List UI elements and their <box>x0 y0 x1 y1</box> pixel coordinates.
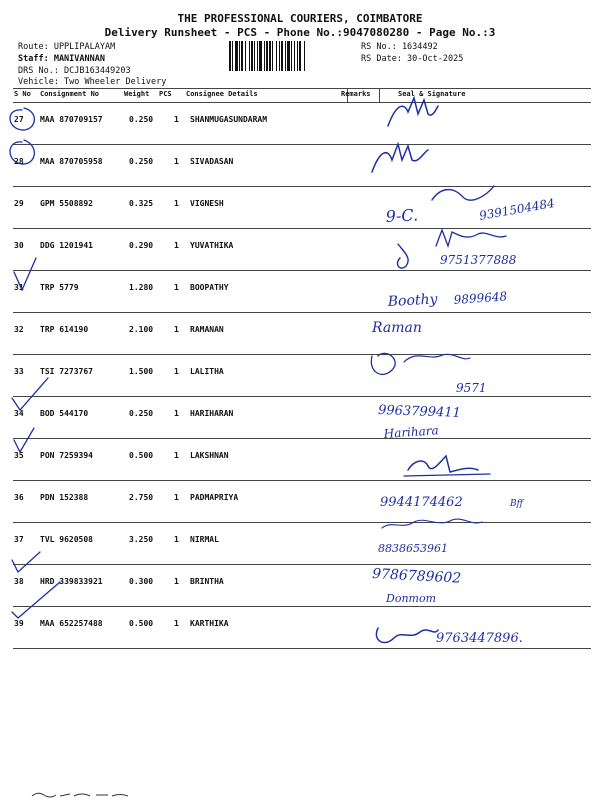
sno-cell: 37 <box>14 535 24 544</box>
sno-cell: 38 <box>14 577 24 586</box>
footer-stamp-mark <box>30 790 140 800</box>
handwritten-phone: 9786789602 <box>371 566 462 587</box>
table-row <box>13 354 591 396</box>
sno-cell: 39 <box>14 619 24 628</box>
consignment-cell: MAA 870705958 <box>40 157 103 166</box>
consignee-cell: SIVADASAN <box>190 157 234 166</box>
handwritten-note: Bff <box>510 499 523 509</box>
weight-cell: 0.250 <box>129 157 154 166</box>
consignment-cell: MAA 870709157 <box>40 115 103 124</box>
handwritten-phone: 9963799411 <box>377 403 462 421</box>
consignee-cell: BOOPATHY <box>190 283 229 292</box>
barcode-bar <box>254 41 255 71</box>
runsheet-subtitle: Delivery Runsheet - PCS - Phone No.:9047080280 - Page No.:3 <box>104 26 496 39</box>
row-divider <box>13 144 591 145</box>
weight-cell: 0.325 <box>129 199 154 208</box>
barcode-bar <box>239 41 240 71</box>
handwritten-phone: 9391504484 <box>478 195 556 223</box>
row-divider <box>13 564 591 565</box>
weight-cell: 1.500 <box>129 367 154 376</box>
handwritten-phone: 9763447896. <box>436 631 523 646</box>
header-signature: Seal & Signature <box>398 90 466 98</box>
row-divider <box>13 270 591 271</box>
header-consignment: Consignment No <box>40 90 100 98</box>
barcode-bar <box>235 41 238 71</box>
consignee-cell: LAKSHNAN <box>190 451 229 460</box>
table-row <box>13 396 591 438</box>
pcs-cell: 1 <box>174 619 179 628</box>
barcode-bar <box>294 41 295 71</box>
barcode-bar <box>229 41 231 71</box>
header-remarks: Remarks <box>341 90 371 98</box>
barcode-bar <box>287 41 290 71</box>
pcs-cell: 1 <box>174 241 179 250</box>
consignment-cell: TSI 7273767 <box>40 367 93 376</box>
weight-cell: 0.300 <box>129 577 154 586</box>
barcode-bar <box>304 41 305 71</box>
barcode-bar <box>257 41 258 71</box>
row-divider <box>13 480 591 481</box>
table-row <box>13 186 591 228</box>
consignee-cell: PADMAPRIYA <box>190 493 239 502</box>
barcode-bar <box>285 41 286 71</box>
rs-date: RS Date: 30-Oct-2025 <box>361 54 464 64</box>
weight-cell: 0.500 <box>129 451 154 460</box>
consignment-cell: MAA 652257488 <box>40 619 103 628</box>
weight-cell: 0.500 <box>129 619 154 628</box>
consignee-cell: NIRMAL <box>190 535 219 544</box>
sno-cell: 36 <box>14 493 24 502</box>
barcode-bar <box>279 41 280 71</box>
sno-cell: 29 <box>14 199 24 208</box>
handwritten-name: Raman <box>372 320 422 336</box>
barcode-bar <box>276 41 277 71</box>
barcode-bar <box>269 41 271 71</box>
table-row <box>13 102 591 144</box>
rs-number: RS No.: 1634492 <box>361 42 438 52</box>
row-divider <box>13 648 591 649</box>
table-row <box>13 606 591 648</box>
handwritten-name: Boothy <box>387 291 438 310</box>
sno-cell: 33 <box>14 367 24 376</box>
handwritten-phone: 9899648 <box>453 289 508 307</box>
barcode-bar <box>249 41 250 71</box>
header-consignee: Consignee Details <box>186 90 258 98</box>
weight-cell: 1.280 <box>129 283 154 292</box>
barcode-bar <box>299 41 301 71</box>
pcs-cell: 1 <box>174 451 179 460</box>
header-pcs: PCS <box>159 90 172 98</box>
weight-cell: 0.250 <box>129 115 154 124</box>
pcs-cell: 1 <box>174 535 179 544</box>
table-row <box>13 522 591 564</box>
sno-cell: 27 <box>14 115 24 124</box>
pcs-cell: 1 <box>174 577 179 586</box>
vehicle-text: Vehicle: Two Wheeler Delivery <box>18 77 167 87</box>
weight-cell: 3.250 <box>129 535 154 544</box>
pcs-cell: 1 <box>174 493 179 502</box>
barcode-bar <box>264 41 265 71</box>
row-divider <box>13 396 591 397</box>
consignment-cell: TVL 9620508 <box>40 535 93 544</box>
table-row <box>13 312 591 354</box>
consignee-cell: HARIHARAN <box>190 409 234 418</box>
sno-cell: 34 <box>14 409 24 418</box>
handwritten-initials: 9-C. <box>385 205 419 226</box>
barcode-bar <box>245 41 246 71</box>
sno-cell: 31 <box>14 283 24 292</box>
runsheet-table <box>13 88 591 648</box>
row-divider <box>13 186 591 187</box>
consignee-cell: LALITHA <box>190 367 224 376</box>
consignee-cell: KARTHIKA <box>190 619 229 628</box>
barcode-bar <box>297 41 298 71</box>
consignee-cell: RAMANAN <box>190 325 224 334</box>
consignment-cell: DDG 1201941 <box>40 241 93 250</box>
row-divider <box>13 522 591 523</box>
barcode-bar <box>259 41 262 71</box>
consignment-cell: GPM 5508892 <box>40 199 93 208</box>
header-weight: Weight <box>124 90 150 98</box>
route-text: Route: UPPLIPALAYAM <box>18 42 116 52</box>
weight-cell: 2.100 <box>129 325 154 334</box>
handwritten-phone: 9751377888 <box>440 253 517 267</box>
table-row <box>13 438 591 480</box>
table-row <box>13 270 591 312</box>
handwritten-phone: 9571 <box>456 381 487 395</box>
consignment-cell: TRP 5779 <box>40 283 79 292</box>
handwritten-phone: 9944174462 <box>380 495 463 510</box>
sno-cell: 28 <box>14 157 24 166</box>
drs-number: DRS No.: DCJB163449203 <box>18 66 131 76</box>
header-sno: S No <box>14 90 31 98</box>
row-divider <box>13 606 591 607</box>
weight-cell: 0.290 <box>129 241 154 250</box>
barcode-bar <box>241 41 243 71</box>
pcs-cell: 1 <box>174 115 179 124</box>
pcs-cell: 1 <box>174 325 179 334</box>
consignee-cell: YUVATHIKA <box>190 241 234 250</box>
pcs-cell: 1 <box>174 409 179 418</box>
staff-text: Staff: MANIVANNAN <box>18 54 105 64</box>
barcode-image <box>229 41 355 71</box>
handwritten-name: Harihara <box>383 423 440 441</box>
sno-cell: 35 <box>14 451 24 460</box>
consignee-cell: VIGNESH <box>190 199 224 208</box>
row-divider <box>13 228 591 229</box>
barcode-bar <box>291 41 292 71</box>
pcs-cell: 1 <box>174 367 179 376</box>
consignment-cell: PON 7259394 <box>40 451 93 460</box>
table-row <box>13 564 591 606</box>
row-divider <box>13 312 591 313</box>
consignee-cell: SHANMUGASUNDARAM <box>190 115 268 124</box>
barcode-bar <box>281 41 283 71</box>
barcode-bar <box>232 41 233 71</box>
row-divider <box>13 438 591 439</box>
sno-cell: 32 <box>14 325 24 334</box>
pcs-cell: 1 <box>174 283 179 292</box>
barcode-bar <box>272 41 273 71</box>
row-divider <box>13 354 591 355</box>
consignment-cell: TRP 614190 <box>40 325 89 334</box>
table-row <box>13 144 591 186</box>
handwritten-name: Donmom <box>386 592 437 605</box>
handwritten-phone: 8838653961 <box>378 542 448 555</box>
consignment-cell: PDN 152388 <box>40 493 89 502</box>
table-row <box>13 228 591 270</box>
pcs-cell: 1 <box>174 157 179 166</box>
barcode-bar <box>251 41 253 71</box>
weight-cell: 2.750 <box>129 493 154 502</box>
pcs-cell: 1 <box>174 199 179 208</box>
table-row <box>13 480 591 522</box>
company-title: THE PROFESSIONAL COURIERS, COIMBATORE <box>177 12 423 25</box>
barcode-bar <box>266 41 268 71</box>
consignee-cell: BRINTHA <box>190 577 224 586</box>
consignment-cell: HRD 339833921 <box>40 577 103 586</box>
sno-cell: 30 <box>14 241 24 250</box>
weight-cell: 0.250 <box>129 409 154 418</box>
consignment-cell: BOD 544170 <box>40 409 89 418</box>
